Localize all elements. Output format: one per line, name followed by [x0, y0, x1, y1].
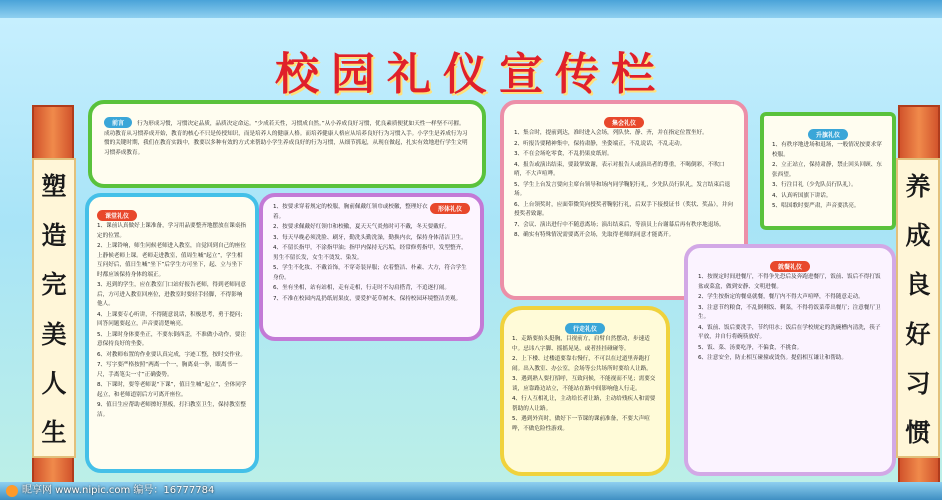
classroom-badge: 课堂礼仪: [97, 210, 137, 221]
left-scroll-char: 人: [41, 368, 67, 398]
right-scroll-char: 习: [905, 368, 931, 398]
left-scroll-char: 美: [41, 319, 67, 349]
flag-line: 2、立正站立，保持肃静，禁止回头回顾、东张西望。: [772, 162, 882, 178]
classroom-line: 7、写字要严格按照“两离一个一，胸离桌一拳，眼离书一尺，手离笔尖一寸”正确姿势。: [97, 362, 238, 378]
dining-line: 6、注意安全，防止相互碰撞或烫伤。提倡相互谦让和帮助。: [698, 355, 847, 361]
page-title: 校园礼仪宣传栏: [275, 49, 667, 100]
flag-line: 5、唱国歌时要严肃，声音要洪亮。: [772, 203, 860, 209]
left-scroll-char: 完: [41, 270, 67, 300]
dining-line: 3、注意节约粮食，不乱倒剩饭、剩菜，不得将饭菜带出餐厅；注意餐厅卫生。: [698, 304, 881, 320]
intro-panel: [88, 100, 486, 188]
dining-line: 2、学生按指定的餐桌就餐，餐厅内不得大声喧哗，不得随意走动。: [698, 294, 864, 300]
assembly-line: 8、确实有特殊情况需要离开会场，先取得老师的同意才能离开。: [514, 232, 675, 238]
watermark: [0, 482, 942, 500]
right-scroll-char: 良: [905, 270, 931, 300]
intro-line: 行为形成习惯，习惯决定品质，品质决定命运。“少成若天性，习惯成自然。”从小养成良好习惯，优良素质便犹如天性一样坚不可摧。: [137, 121, 465, 127]
intro-badge: 前言: [104, 117, 132, 128]
physical-line: 6、坐有坐相，站有站相，走有走相，行走时不勾肩搭背，不追逐打闹。: [273, 285, 450, 291]
dining-badge: 就餐礼仪: [770, 261, 810, 272]
travel-line: 2、上下楼、过楼道要靠右慢行，不可以在过道里奔跑打闹。出入教室、办公室，会场等公共场所时要给人让路。: [512, 356, 652, 372]
travel-badge: 行走礼仪: [565, 323, 605, 334]
classroom-line: 3、迟到的学生，应在教室门口站好报告老师，得到老师同意后，方可进入教室回座位，进教室时要轻手轻脚，不得影响他人。: [97, 282, 246, 307]
travel-line: 4、行人互相礼让，主动给长者让路，主动给残疾人和需要帮助的人让路。: [512, 396, 656, 412]
classroom-line: 5、上课时身体要坐正，不要东倒西歪，不准做小动作，要注意保持良好的坐姿。: [97, 331, 246, 347]
assembly-badge: 集会礼仪: [604, 117, 644, 128]
dining-line: 1、按规定时间进餐厅，不得争先恐后及奔跑进餐厅，饭前、饭后不得打饭盆或菜盒，做到安静、文明进餐。: [698, 274, 881, 290]
classroom-line: 6、对教师布置的作业要认真完成，字迹工整，按时交作业。: [97, 351, 246, 358]
travel-panel: [500, 306, 670, 476]
physical-line: 7、不准在校园内乱扔纸屑果皮，要爱护花草树木，保持校园环境整洁美观。: [273, 295, 462, 302]
right-scroll-char: 成: [905, 220, 931, 250]
logo-icon: [6, 485, 18, 497]
classroom-line: 8、下课时，要等老师说“下课”，值日生喊“起立”，全体同学起立，和老师道别后方可离开座位。: [97, 382, 247, 398]
physical-line: 4、不留长指甲，不涂指甲油；指甲内保持无污垢，经常修剪指甲，发型整齐，男生不留长发，女生不烫发、染发。: [273, 245, 467, 261]
physical-line: 1、按要求穿着规定的校服，胸前佩戴红领巾或校徽，整理好衣着。: [273, 204, 428, 220]
assembly-line: 5、学生上台发言要向主席台领导和场内同学鞠躬行礼，少先队员行队礼，发言结束后退场。: [514, 181, 731, 197]
dining-line: 4、饭前、饭后要洗手，节约用水；饭后在学校规定的洗碗槽内清洗，筷子平放，并自行将碗筷放好。: [698, 324, 881, 340]
flag-line: 1、有秩序地进场和退场，一般情况按要求穿校服。: [772, 142, 882, 158]
left-scroll-char: 生: [41, 418, 67, 448]
right-scroll-char: 惯: [905, 418, 931, 448]
classroom-panel: [85, 193, 259, 473]
right-scroll-char: 好: [905, 319, 931, 349]
physical-line: 2、按要求佩戴好红领巾和校徽，夏天天气炎热时可不戴，冬天要戴好。: [273, 224, 450, 230]
frame-top: [0, 0, 942, 18]
classroom-line: 9、值日生应帮助老师擦好黑板，打扫教室卫生，保持教室整洁。: [97, 402, 246, 418]
left-scroll-char: 塑: [41, 171, 67, 201]
travel-line: 3、遇到熟人要打招呼，互致问候，不能视而不见；需要交谈，应靠路边站立，不能站在路中间影响他人行走。: [512, 376, 656, 392]
travel-line: 1、走路要抬头挺胸，目视前方，肩臂自然摆动，步速适中。忌讳八字脚、摇摇晃晃，或者挂挂碰碰等。: [512, 336, 650, 352]
physical-badge: 形体礼仪: [430, 203, 470, 214]
assembly-line: 6、上台领奖时，应面带微笑向授奖者鞠躬行礼，后双手下接授证书（奖状、奖品），并向授奖者致谢。: [514, 201, 733, 217]
right-scroll: [896, 158, 940, 458]
left-scroll: [32, 158, 76, 458]
watermark-text: 昵享网 www.nipic.com 编号：16777784: [22, 485, 215, 496]
right-scroll-char: 养: [905, 171, 931, 201]
assembly-line: 7、会议、演出进行中不随意离场；演出结束后，等演员上台谢幕后再有秩序地退场。: [514, 221, 725, 228]
dining-panel: [684, 244, 896, 476]
flag-line: 4、认真听国旗下讲话。: [772, 192, 832, 199]
intro-line: 成功教育从习惯养成开始，教育的核心不只是传授知识，而是培养人的健康人格。而培养健康人格应从培养良好行为习惯入手。小学生是养成行为习惯的关键时期，我们在教育实践中，教要以多种有效的方式来帮助小学生养成良好的行为习惯，从细节抓起，从现在做起，扎实有效地进行学生文明习惯养成教育。: [104, 130, 468, 156]
flag-panel: [760, 112, 896, 230]
classroom-line: 2、上课铃响，师生问候老师进入教室，自觉回到自己的座位上静候老师上课。老师走进教室，值周生喊“起立”，学生相互问好后，值日生喊“坐下”后学生方可坐下，起、立与坐下时都应该保持身体的端正。: [97, 243, 246, 278]
assembly-line: 2、听报告要精神集中，保持肃静，坐姿端正，不乱说话，不乱走动。: [514, 140, 686, 147]
left-scroll-char: 造: [41, 220, 67, 250]
assembly-line: 4、报告或演出结束，要鼓掌致谢，表示对报告人或演出者的尊重，不喝倒彩，不吹口哨，不大声喧哗。: [514, 161, 725, 177]
classroom-line: 4、上课要专心听讲，不得随意说话，积极思考，勇于提问；回答问题要起立，声音要清楚响亮。: [97, 311, 246, 327]
assembly-line: 3、不在会场吃零食，不乱扔果皮纸屑。: [514, 151, 613, 157]
dining-line: 5、饭、菜、汤要吃净，不偏食，不挑食。: [698, 344, 803, 351]
assembly-line: 1、集合时，提前到达，准时进入会场，列队快、静、齐，并在指定位置坐好。: [514, 130, 708, 136]
physical-line: 5、学生不化妆、不戴首饰，不穿奇装异服；衣着整洁、朴素、大方，符合学生身份。: [273, 265, 467, 281]
flag-line: 3、行注目礼（少先队员行队礼）。: [772, 182, 857, 188]
travel-line: 5、遇到外宾时，做好下一节课的课前准备，不要大声喧哗，不做危险性游戏。: [512, 416, 650, 432]
physical-panel: [259, 193, 484, 341]
classroom-line: 1、课前认真做好上课准备，学习用品要整齐地摆放在课桌指定的位置。: [97, 223, 246, 239]
flag-badge: 升旗礼仪: [808, 129, 848, 140]
physical-line: 3、每天早晚必须洗脸、刷牙，勤洗头勤洗澡，勤换内衣，保持身体清洁卫生。: [273, 234, 467, 241]
